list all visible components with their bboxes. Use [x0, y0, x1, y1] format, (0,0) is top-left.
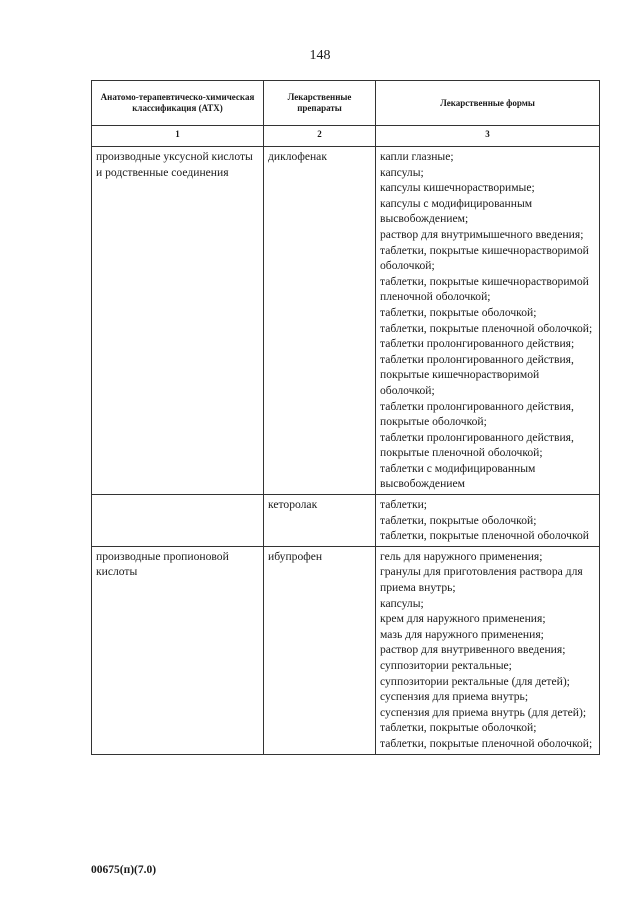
dosage-form-item: таблетки;: [380, 498, 428, 512]
dosage-form-item: таблетки, покрытые оболочкой;: [380, 305, 537, 319]
dosage-form-item: таблетки, покрытые оболочкой;: [380, 721, 537, 735]
forms-cell: [376, 495, 600, 547]
dosage-form-item: капсулы кишечнорастворимые;: [380, 181, 535, 195]
footer-code: 00675(п)(7.0): [91, 864, 157, 876]
drug-cell: диклофенак: [264, 147, 376, 495]
column-number: 2: [264, 126, 376, 147]
dosage-form-item: таблетки пролонгированного действия, покрытые кишечнорастворимой оболочкой;: [380, 352, 574, 397]
column-number-row: [92, 126, 600, 147]
dosage-form-item: крем для наружного применения;: [380, 612, 546, 626]
dosage-form-item: гранулы для приготовления раствора для приема внутрь;: [380, 565, 583, 595]
atc-cell: производные уксусной кислоты и родственные соединения: [92, 147, 264, 495]
dosage-form-item: таблетки пролонгированного действия;: [380, 337, 575, 351]
forms-cell: [376, 147, 600, 495]
atc-cell: производные пропионовой кислоты: [92, 546, 264, 754]
table-row: [92, 495, 600, 547]
header-row: [92, 81, 600, 126]
dosage-form-item: гель для наружного применения;: [380, 549, 543, 563]
dosage-form-item: капли глазные;: [380, 150, 454, 163]
header-drugs: Лекарственные препараты: [264, 81, 376, 126]
dosage-form-item: суспензия для приема внутрь (для детей);: [380, 705, 587, 719]
dosage-form-item: таблетки, покрытые пленочной оболочкой: [380, 529, 589, 543]
forms-cell: [376, 546, 600, 754]
dosage-form-item: капсулы;: [380, 596, 424, 610]
atc-cell: [92, 495, 264, 547]
header-atc: Анатомо-терапевтическо-химическая классификация (АТХ): [92, 81, 264, 126]
dosage-form-item: таблетки пролонгированного действия, покрытые пленочной оболочкой;: [380, 430, 574, 460]
table-row: [92, 546, 600, 754]
dosage-form-item: суспензия для приема внутрь;: [380, 690, 529, 704]
dosage-form-item: суппозитории ректальные;: [380, 659, 512, 672]
dosage-form-item: мазь для наружного применения;: [380, 627, 544, 641]
dosage-form-item: таблетки с модифицированным высвобождением: [380, 461, 536, 491]
dosage-form-item: таблетки пролонгированного действия, покрытые оболочкой;: [380, 399, 574, 429]
dosage-form-item: таблетки, покрытые пленочной оболочкой;: [380, 321, 593, 335]
dosage-form-item: суппозитории ректальные (для детей);: [380, 674, 570, 688]
column-number: 3: [376, 126, 600, 147]
dosage-form-item: раствор для внутримышечного введения;: [380, 227, 584, 241]
dosage-form-item: раствор для внутривенного введения;: [380, 643, 566, 657]
table-row: [92, 147, 600, 495]
column-number: 1: [92, 126, 264, 147]
dosage-form-item: таблетки, покрытые кишечнорастворимой пленочной оболочкой;: [380, 274, 589, 304]
drug-table: [91, 80, 600, 755]
header-forms: Лекарственные формы: [376, 81, 600, 126]
dosage-form-item: капсулы с модифицированным высвобождением;: [380, 196, 533, 226]
dosage-form-item: таблетки, покрытые пленочной оболочкой;: [380, 736, 593, 750]
drug-cell: кеторолак: [264, 495, 376, 547]
drug-cell: ибупрофен: [264, 546, 376, 754]
page-number: 148: [309, 48, 331, 63]
dosage-form-item: капсулы;: [380, 165, 424, 179]
dosage-form-item: таблетки, покрытые кишечнорастворимой оболочкой;: [380, 243, 589, 273]
dosage-form-item: таблетки, покрытые оболочкой;: [380, 513, 537, 527]
